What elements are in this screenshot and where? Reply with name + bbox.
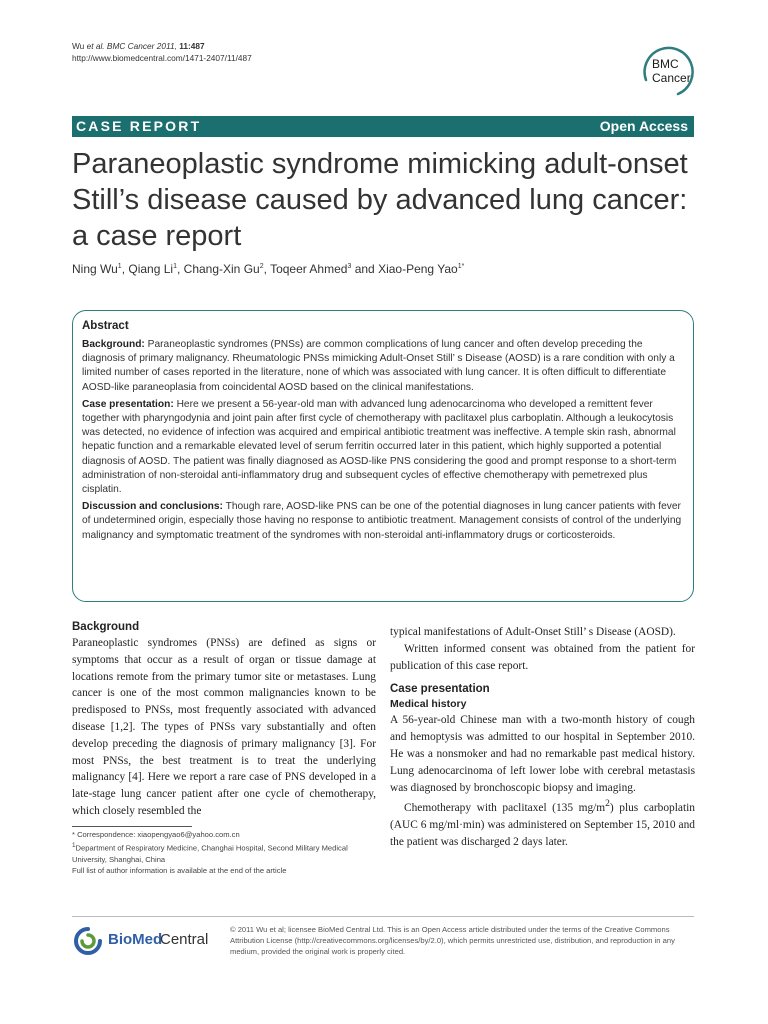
chemo-text-pre: Chemotherapy with paclitaxel (135 mg/m: [404, 802, 606, 815]
footnote-divider: [72, 826, 192, 827]
citation-authors: Wu: [72, 41, 85, 51]
author-name: Ning Wu: [72, 262, 118, 276]
citation-line: [72, 40, 252, 52]
abstract-discussion-label: Discussion and conclusions:: [82, 501, 223, 513]
title-line-1: Paraneoplastic syndrome mimicking adult-onset: [72, 148, 688, 180]
logo-line-bmc: BMC: [652, 57, 679, 71]
case-presentation-heading: Case presentation: [390, 683, 490, 696]
chemo-paragraph: [390, 796, 695, 850]
author-name: Chang-Xin Gu: [183, 262, 260, 276]
correspondence: * Correspondence: xiaopengyao6@yahoo.com.cn: [72, 830, 240, 839]
body-left-column: [72, 620, 376, 820]
license-text: © 2011 Wu et al; licensee BioMed Central Ltd. This is an Open Access article distributed under the terms of the Creative Commons Attribution License (http://creativecommons.org/licenses/by/2.0), which permits unrestricted use, distribution, and reproduction in any medium, provided the original work is properly cited.: [230, 925, 675, 956]
abstract-background-text: Paraneoplastic syndromes (PNSs) are common complications of lung cancer and often develop preceding the diagnosis of primary malignancy. Rheumatologic PNSs mimicking Adult-Onset Still’ s Disease (AOSD) is a rare condition with only a limited number of cases reported in the literature, none of which was associated with lung cancer. It is often difficult to differentiate AOSD-like paraneoplasia from coincidental AOSD based on the clinical manifestations.: [82, 339, 675, 393]
author-name: Qiang Li: [128, 262, 174, 276]
logo-line-cancer: Cancer: [652, 71, 691, 85]
full-list-note: Full list of author information is available at the end of the article: [72, 865, 287, 875]
biomed-logo-light: Central: [160, 931, 209, 948]
chemo-superscript: 2: [605, 799, 610, 810]
medical-history-heading: Medical history: [390, 698, 467, 711]
citation-volume: 11:487: [179, 41, 205, 51]
history-paragraph: A 56-year-old Chinese man with a two-month history of cough and hemoptysis was admitted to our hospital in September 2010. He was a nonsmoker and had no remarkable past medical history. Lung adenocarcinoma of left lower lobe with cerebral metastasis was diagnosed by bronchoscopic biopsy and imaging.: [390, 714, 695, 794]
citation-etal: et al.: [86, 41, 105, 51]
chemo-text-post: ) plus carboplatin (AUC 6 mg/ml·min) was administered on September 15, 2010 and the patient was discharged 2 days later.: [390, 802, 695, 848]
body-right-column: [390, 624, 695, 851]
abstract-body: [82, 338, 686, 546]
author-affil: 1: [117, 263, 122, 270]
author-name: Toqeer Ahmed: [270, 262, 348, 276]
affiliation-sup: 1: [72, 842, 76, 849]
title-line-2: Still’s disease caused by advanced lung cancer:: [72, 184, 688, 216]
affiliation-text: Department of Respiratory Medicine, Changhai Hospital, Second Military Medical University, Shanghai, China: [72, 843, 348, 864]
background-paragraph: Paraneoplastic syndromes (PNSs) are defined as signs or symptoms that occur as a result of organ or tissue damage at locations remote from the primary tumor site or metastases. Lung cancer is one of the most common malignancies known to be predisposed to PNSs, most frequently associated with advanced disease [1,2]. The types of PNSs vary substantially and often develop preceding the diagnosis of primary malignancy [3]. For most PNSs, the best treatment is to treat the underlying malignancy [4]. Here we report a rare case of PNS developed in a late-stage lung cancer patient after one cycle of chemotherapy, which closely resembled the: [72, 637, 376, 817]
open-access-label: Open Access: [599, 118, 688, 134]
author-list: [72, 262, 464, 276]
article-type: CASE REPORT: [76, 118, 202, 134]
affiliation: [72, 840, 382, 865]
author-affil: 3: [347, 263, 352, 270]
author-affil: 2: [259, 263, 264, 270]
footnotes: [72, 829, 382, 876]
footer-divider: [72, 916, 694, 917]
citation-journal: BMC Cancer 2011,: [106, 41, 177, 51]
author-sep: ,: [263, 262, 271, 276]
citation-url[interactable]: http://www.biomedcentral.com/1471-2407/11/487: [72, 53, 252, 63]
author-and: and: [351, 262, 379, 276]
bmc-cancer-logo: [638, 40, 700, 102]
consent-paragraph: Written informed consent was obtained from the patient for publication of this case report.: [390, 642, 695, 672]
author-affil: 1*: [457, 263, 465, 270]
abstract-case: [82, 398, 686, 497]
abstract-background: [82, 338, 686, 395]
author-affil: 1: [173, 263, 177, 270]
background-heading: Background: [72, 621, 140, 633]
abstract-case-label: Case presentation:: [82, 398, 174, 410]
citation-header: [72, 40, 252, 64]
continuation-paragraph: typical manifestations of Adult-Onset Still’ s Disease (AOSD).: [390, 626, 676, 638]
abstract-discussion: [82, 500, 686, 543]
abstract-discussion-text: Though rare, AOSD-like PNS can be one of the potential diagnoses in lung cancer patients with fever of undetermined origin, especially those having no response to antibiotic treatment. Management consists of control of the underlying malignancy and symptomatic treatment of the syndromes with non-steroidal anti-inflammatory drugs or corticosteroids.: [82, 501, 682, 541]
author-name: Xiao-Peng Yao: [378, 262, 458, 276]
title-line-3: a case report: [72, 220, 242, 252]
article-type-banner: [72, 116, 694, 137]
biomed-swirl-icon: [72, 926, 104, 956]
biomed-logo-bold: BioMed: [108, 931, 163, 948]
abstract-case-text: Here we present a 56-year-old man with advanced lung adenocarcinoma who developed a remittent fever together with pharyngodynia and joint pain after first cycle of chemotherapy with paclitaxel plus carboplatin. Although a leukocytosis was detected, no evidence of infection was acquired and empirical antibiotic treatment was ineffective. A temple skin rash, abnormal hepatic function and a remarkable elevated level of serum ferritin occurred later in this patient, which highly supported a potential diagnosis of AOSD. The patient was finally diagnosed as AOSD-like PNS considering the good and prompt response to a short-term administration of non-steroidal anti-inflammatory drug and subsequent cycles of effective chemotherapy with pemetrexed plus cisplatin.: [82, 398, 677, 496]
abstract-heading: Abstract: [82, 320, 129, 332]
author-sep: ,: [121, 262, 129, 276]
abstract-background-label: Background:: [82, 339, 145, 350]
author-sep: ,: [176, 262, 184, 276]
article-title: [72, 146, 712, 254]
biomed-central-logo: [72, 926, 232, 956]
